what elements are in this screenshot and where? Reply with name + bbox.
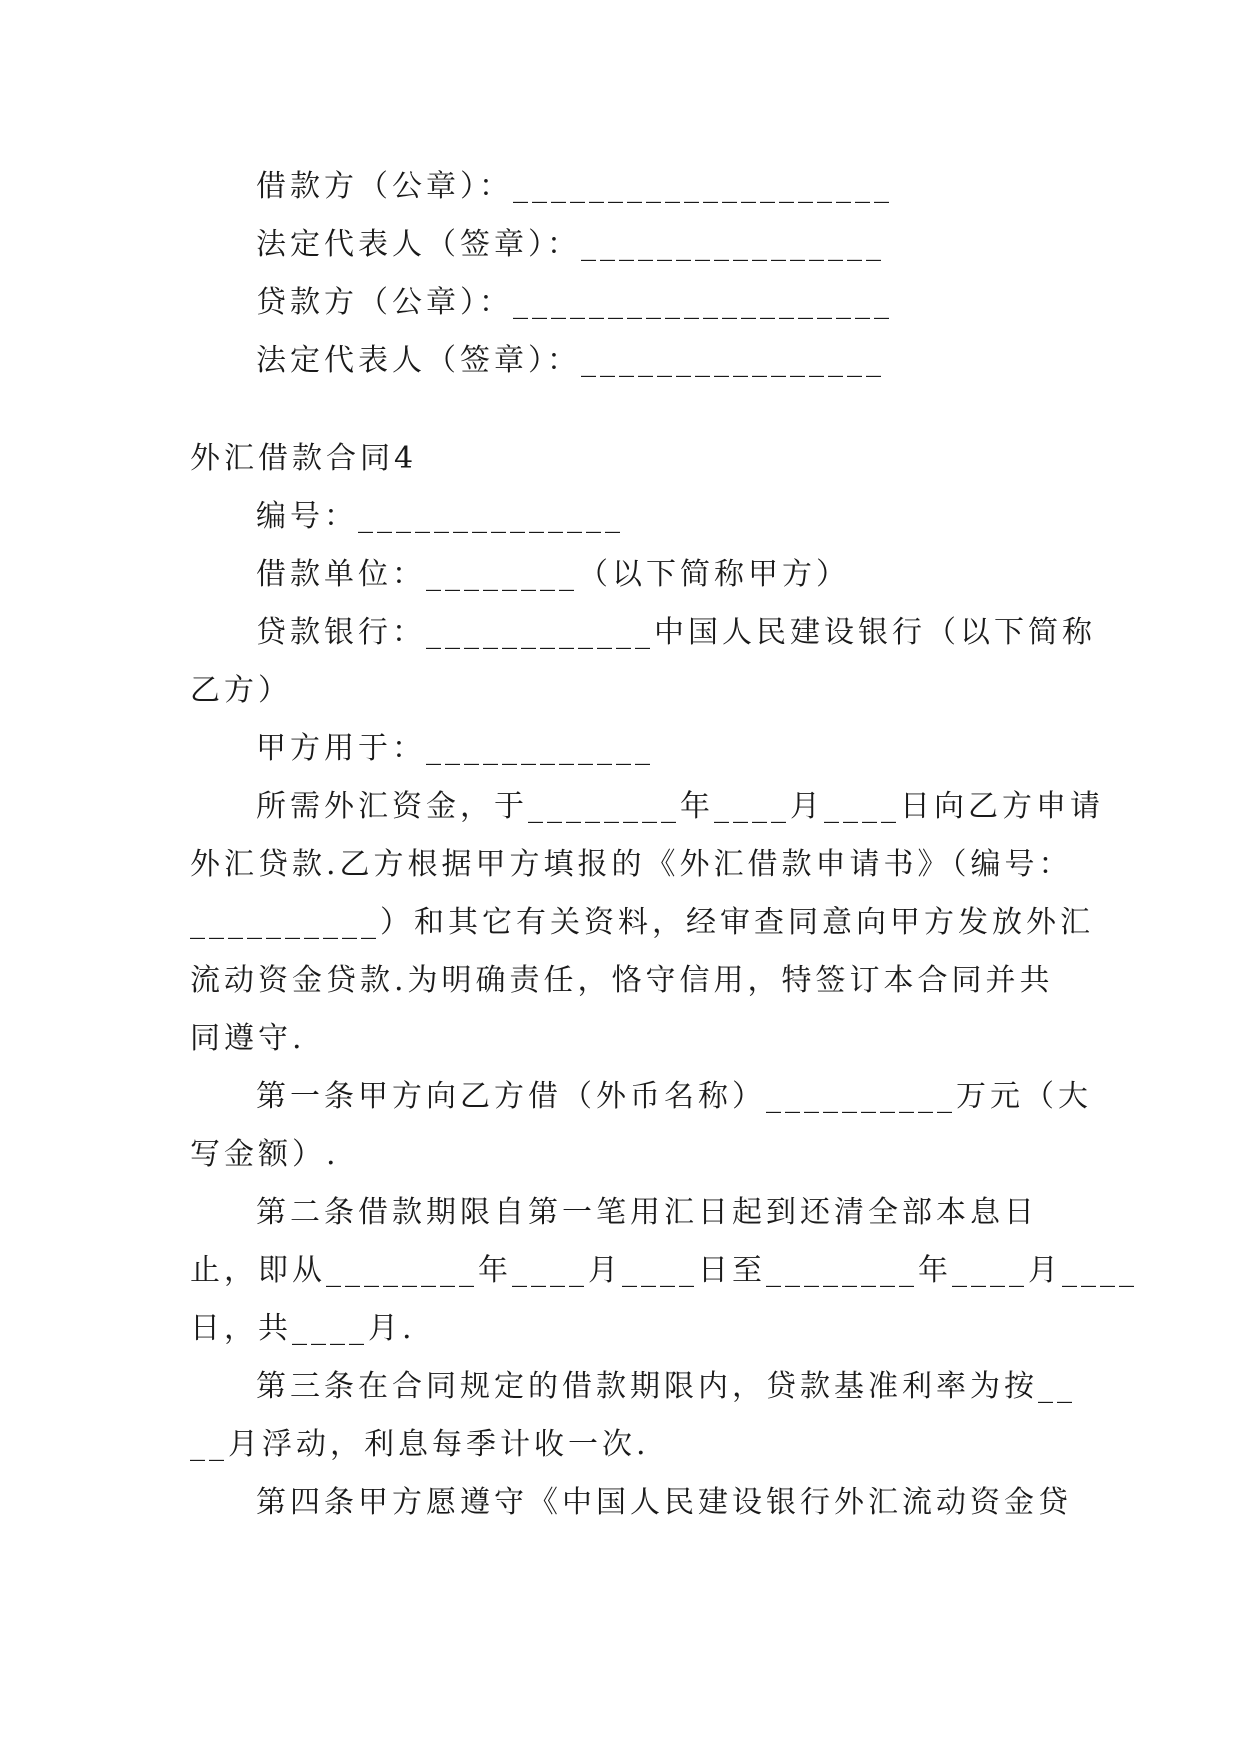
lending-bank-cont: 乙方） [190, 673, 292, 708]
paragraph-intro-4: 流动资金贷款.为明确责任，恪守信用，特签订本合同并共 [190, 963, 1054, 998]
signature-borrower-representative: 法定代表人（签章）：________________ [256, 227, 885, 262]
paragraph-intro-3: __________）和其它有关资料，经审查同意向甲方发放外汇 [190, 905, 1094, 940]
article-2: 第二条借款期限自第一笔用汇日起到还清全部本息日 [256, 1195, 1038, 1230]
signature-lender: 贷款方（公章）：____________________ [256, 285, 893, 320]
document-page [190, 158, 1138, 1532]
purpose: 甲方用于：____________ [256, 731, 654, 766]
article-2-cont-1: 止，即从________年____月____日至________年____月____ [190, 1253, 1138, 1288]
article-3: 第三条在合同规定的借款期限内，贷款基准利率为按__ [256, 1369, 1076, 1404]
section-gap [190, 390, 1052, 430]
article-1-cont: 写金额）. [190, 1137, 340, 1172]
signature-lender-representative: 法定代表人（签章）：________________ [256, 343, 885, 378]
article-1: 第一条甲方向乙方借（外币名称）__________万元（大 [256, 1079, 1092, 1114]
contract-title: 外汇借款合同4 [190, 441, 418, 476]
article-3-cont: __月浮动，利息每季计收一次. [190, 1427, 650, 1462]
paragraph-intro-5: 同遵守. [190, 1021, 306, 1056]
signature-borrower: 借款方（公章）：____________________ [256, 169, 893, 204]
paragraph-intro-2: 外汇贷款.乙方根据甲方填报的《外汇借款申请书》（编号： [190, 847, 1073, 882]
paragraph-intro-1: 所需外汇资金，于________年____月____日向乙方申请 [256, 789, 1104, 824]
lending-bank: 贷款银行：____________中国人民建设银行（以下简称 [256, 615, 1096, 650]
contract-number: 编号：______________ [256, 499, 624, 534]
borrowing-unit: 借款单位：________（以下简称甲方） [256, 557, 850, 592]
article-2-cont-2: 日，共____月. [190, 1311, 416, 1346]
article-4: 第四条甲方愿遵守《中国人民建设银行外汇流动资金贷 [256, 1485, 1072, 1520]
